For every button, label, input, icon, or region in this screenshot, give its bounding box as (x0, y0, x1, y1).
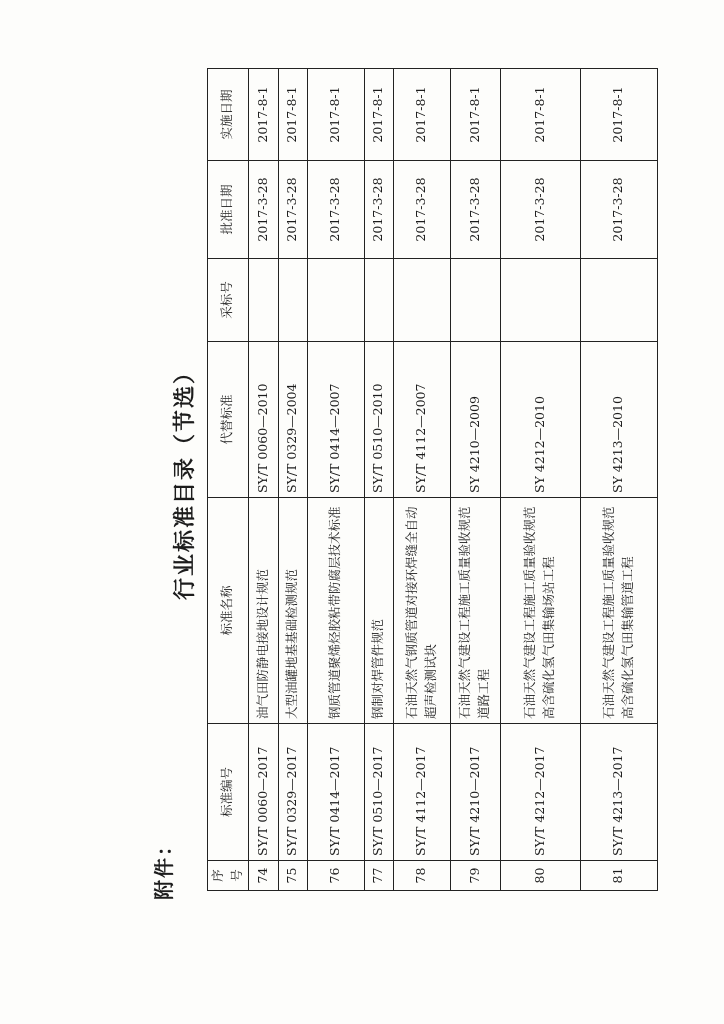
cell-name: 油气田防静电接地设计规范 (248, 498, 278, 724)
header-cell-code: 标准编号 (208, 724, 249, 861)
cell-approved: 2017-3-28 (580, 161, 657, 259)
cell-adopted (500, 259, 580, 342)
cell-no: 79 (450, 861, 500, 891)
cell-replaces: SY/T 0414—2007 (307, 342, 364, 498)
cell-effective: 2017-8-1 (450, 69, 500, 161)
cell-no: 80 (500, 861, 580, 891)
cell-adopted (364, 259, 393, 342)
attachment-label: 附件： (152, 834, 176, 900)
cell-replaces: SY/T 0060—2010 (248, 342, 278, 498)
cell-code: SY/T 4210—2017 (450, 724, 500, 861)
table-row (364, 69, 393, 891)
cell-name: 石油天然气建设工程施工质量验收规范 高含硫化氢气田集输管道工程 (580, 498, 657, 724)
cell-approved: 2017-3-28 (278, 161, 307, 259)
cell-adopted (248, 259, 278, 342)
cell-approved: 2017-3-28 (450, 161, 500, 259)
cell-replaces: SY 4212—2010 (500, 342, 580, 498)
table-row (450, 69, 500, 891)
cell-effective: 2017-8-1 (248, 69, 278, 161)
cell-adopted (393, 259, 450, 342)
cell-approved: 2017-3-28 (248, 161, 278, 259)
cell-effective: 2017-8-1 (500, 69, 580, 161)
cell-code: SY/T 0510—2017 (364, 724, 393, 861)
header-cell-name: 标准名称 (208, 498, 249, 724)
cell-replaces: SY/T 4112—2007 (393, 342, 450, 498)
cell-approved: 2017-3-28 (500, 161, 580, 259)
cell-code: SY/T 4213—2017 (580, 724, 657, 861)
cell-name: 石油天然气钢质管道对接环焊缝全自动超声检测试块 (393, 498, 450, 724)
cell-no: 78 (393, 861, 450, 891)
cell-replaces: SY/T 0329—2004 (278, 342, 307, 498)
table-row (278, 69, 307, 891)
cell-effective: 2017-8-1 (364, 69, 393, 161)
table-row (248, 69, 278, 891)
page-title: 行业标准目录（节选） (173, 359, 198, 600)
cell-approved: 2017-3-28 (364, 161, 393, 259)
cell-no: 76 (307, 861, 364, 891)
cell-effective: 2017-8-1 (307, 69, 364, 161)
cell-code: SY/T 4112—2017 (393, 724, 450, 861)
cell-replaces: SY 4213—2010 (580, 342, 657, 498)
header-cell-no: 序号 (208, 861, 249, 891)
cell-effective: 2017-8-1 (393, 69, 450, 161)
cell-effective: 2017-8-1 (278, 69, 307, 161)
cell-no: 74 (248, 861, 278, 891)
cell-effective: 2017-8-1 (580, 69, 657, 161)
cell-no: 81 (580, 861, 657, 891)
cell-code: SY/T 0060—2017 (248, 724, 278, 861)
table-row (393, 69, 450, 891)
header-cell-adopted: 采标号 (208, 259, 249, 342)
cell-code: SY/T 4212—2017 (500, 724, 580, 861)
cell-name: 大型油罐地基基础检测规范 (278, 498, 307, 724)
cell-name: 石油天然气建设工程施工质量验收规范 高含硫化氢气田集输场站工程 (500, 498, 580, 724)
header-cell-approved: 批准日期 (208, 161, 249, 259)
cell-no: 75 (278, 861, 307, 891)
standards-table (207, 68, 658, 891)
cell-code: SY/T 0414—2017 (307, 724, 364, 861)
cell-adopted (580, 259, 657, 342)
cell-adopted (450, 259, 500, 342)
table-row (580, 69, 657, 891)
cell-approved: 2017-3-28 (307, 161, 364, 259)
cell-replaces: SY 4210—2009 (450, 342, 500, 498)
cell-name: 钢制对焊管件规范 (364, 498, 393, 724)
header-cell-effective: 实施日期 (208, 69, 249, 161)
cell-adopted (278, 259, 307, 342)
cell-adopted (307, 259, 364, 342)
table-row (500, 69, 580, 891)
cell-name: 石油天然气建设工程施工质量验收规范 道路工程 (450, 498, 500, 724)
cell-name: 钢质管道聚烯烃胶粘带防腐层技术标准 (307, 498, 364, 724)
cell-approved: 2017-3-28 (393, 161, 450, 259)
cell-replaces: SY/T 0510—2010 (364, 342, 393, 498)
header-cell-replaces: 代替标准 (208, 342, 249, 498)
standards-table-container (207, 69, 636, 891)
table-row (307, 69, 364, 891)
table-header-row (208, 69, 249, 891)
cell-code: SY/T 0329—2017 (278, 724, 307, 861)
cell-no: 77 (364, 861, 393, 891)
